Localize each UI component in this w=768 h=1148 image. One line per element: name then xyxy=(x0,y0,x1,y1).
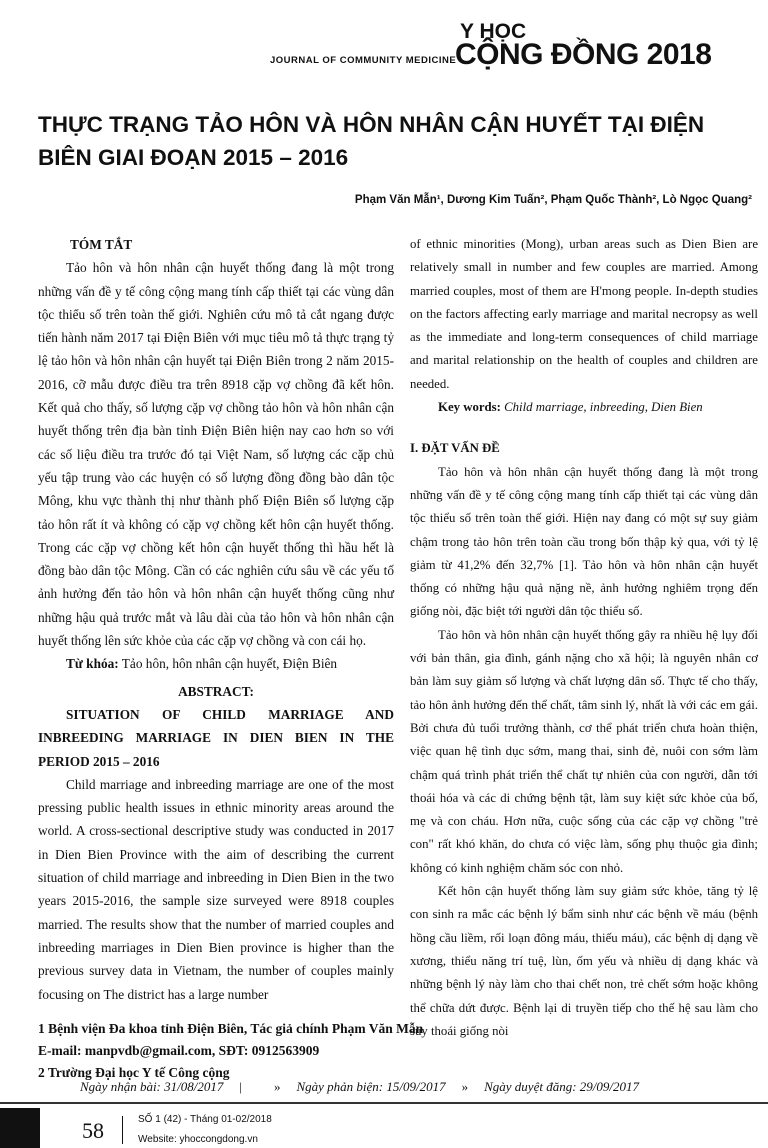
intro-paragraph-2: Tảo hôn và hôn nhân cận huyết thống gây ra nhiều hệ lụy đối với bản thân, gia đình, gánh nặng cho xã hội; là nguyên nhân cơ bản làm suy giảm số lượng và chất lượng dân số. Thực tế cho thấy, tảo hôn ảnh hưởng đến thể chất, tâm sinh lý, nhất là với các em gái. Bởi chưa đủ tuổi trưởng thành, cơ thể phát triển chưa hoàn thiện, việc quan hệ tình dục sớm, mang thai, sinh đẻ, nuôi con sớm làm chậm quá trình phát triển thể chất tự nhiên của con người, dẫn tới thoái hóa và các di chứng bệnh tật, làm suy kiệt sức khỏe của bố, mẹ và con cháu. Hơn nữa, cuộc sống của các cặp vợ chồng "trẻ con" rất khó khăn, do chưa có việc làm, sống phụ thuộc gia đình; không có kinh nghiệm chăm sóc con nhỏ. xyxy=(410,627,758,875)
abstract-text: Child marriage and inbreeding marriage are one of the most pressing public health issues in ethnic minority areas around the world. A cross-sectional descriptive study was conducted in 2017 in Dien Bien Province with the aim of describing the current situation of child marriage and inbreeding in Dien Bien in the two years 2015-2016, the sample size surveyed were 8918 couples married. The results show that the number of married couples and inbreeding marriages in Dien Bien province is higher than the previous survey data in Vietnam, the number of couples mainly focusing on The district has a large number xyxy=(38,776,394,1002)
right-column xyxy=(410,233,758,1043)
date-reviewed: Ngày phản biện: 15/09/2017 xyxy=(296,1079,446,1094)
keywords-vi xyxy=(38,652,394,675)
date-separator-1: | xyxy=(239,1079,242,1094)
keywords-en-text: Child marriage, inbreeding, Dien Bien xyxy=(504,400,703,415)
footer-corner-block xyxy=(0,1108,40,1148)
footnotes xyxy=(38,1018,738,1084)
tomtat-text: Tảo hôn và hôn nhân cận huyết thống đang là một trong những vấn đề y tế công cộng mang tính cấp thiết tại các vùng dân tộc thiểu số trên toàn thế giới. Nghiên cứu mô tả cắt ngang được tiến hành năm 2017 tại Điện Biên với mục tiêu mô tả thực trạng tỷ lệ tảo hôn và hôn nhân cận huyết tại Điện Biên trong 2 năm 2015-2016, cỡ mẫu được điều tra trên 8918 cặp vợ chồng đã kết hôn. Kết quả cho thấy, số lượng cặp vợ chồng tảo hôn và hôn nhân cận huyết thống trên địa bàn tỉnh Điện Biên hiện nay cao hơn so với các số liệu điều tra trước đó tại Việt Nam, số lượng các cặp chủ yếu tập trung vào các huyện có số lượng đồng đồng bào dân tộc Mông, khu vực thành thị như thành phố Điện Biên số lượng cặp tảo hôn rất ít và không có cặp vợ chồng kết hôn cận huyết thống. Trong các cặp vợ chồng kết hôn cận huyết thống thì hầu hết là đồng bào dân tộc Mông. Cần có các nghiên cứu sâu về các yếu tố ảnh hưởng đến tảo hôn và hôn nhân cận huyết thống cũng như những hậu quả trước mắt và lâu dài của tảo hôn và hôn nhân cận huyết thống lên sức khỏe của các cặp vợ chồng và con cái họ. xyxy=(38,260,394,649)
keywords-vi-text: Tảo hôn, hôn nhân cận huyết, Điện Biên xyxy=(121,656,338,672)
footnote-affiliation-1: 1 Bệnh viện Đa khoa tỉnh Điện Biên, Tác giả chính Phạm Văn Mẫn xyxy=(38,1021,424,1036)
journal-brand-top: Y HỌC xyxy=(460,20,527,43)
footer-divider xyxy=(122,1116,123,1144)
article-title: THỰC TRẠNG TẢO HÔN VÀ HÔN NHÂN CẬN HUYẾT TẠI ĐIỆN BIÊN GIAI ĐOẠN 2015 – 2016 xyxy=(38,112,705,170)
issue-info: SỐ 1 (42) - Tháng 01-02/2018 xyxy=(138,1114,272,1125)
keywords-en xyxy=(410,396,758,419)
page-number: 58 xyxy=(82,1118,104,1143)
journal-english-name: JOURNAL OF COMMUNITY MEDICINE xyxy=(270,55,457,66)
section-heading-intro: I. ĐẶT VẤN ĐỀ xyxy=(410,441,500,456)
intro-paragraph-3: Kết hôn cận huyết thống làm suy giảm sức khỏe, tăng tỷ lệ con sinh ra mắc các bệnh lý bẩm sinh như các bệnh về máu (bệnh hồng cầu liềm, rối loạn đông máu, thiếu máu), các bệnh dị dạng về xương, thiểu năng trí tuệ, lùn, ốm yếu và nhiều dị dạng khác và những bệnh lý này làm cho thai chết non, trẻ chết sớm hoặc không thể chữa dứt được. Bệnh lại di truyền tiếp cho thế hệ sau làm cho suy thoái giống nòi xyxy=(410,884,758,1038)
footnote-affiliation-2: 2 Trường Đại học Y tế Công cộng xyxy=(38,1065,230,1080)
keywords-en-label: Key words: xyxy=(438,400,501,415)
author-list: Phạm Văn Mẫn¹, Dương Kim Tuấn², Phạm Quốc Thành², Lò Ngọc Quang² xyxy=(354,194,752,206)
date-separator-3: » xyxy=(461,1079,469,1094)
journal-brand-main: CỘNG ĐỒNG 2018 xyxy=(455,38,712,71)
journal-website: Website: yhoccongdong.vn xyxy=(138,1134,258,1145)
footnote-contact: E-mail: manpvdb@gmail.com, SĐT: 0912563909 xyxy=(38,1043,320,1058)
abstract-continuation: of ethnic minorities (Mong), urban areas such as Dien Bien are relatively small in number and few couples are married. Among married couples, most of them are H'mong people. In-depth studies on the factors affecting early marriage and marital necropsy as well as the immediate and long-term consequences of child marriage and marital relationship on the health of couples and children are needed. xyxy=(410,237,758,391)
date-separator-2: » xyxy=(273,1079,281,1094)
left-column xyxy=(38,233,394,1006)
keywords-vi-label: Từ khóa: xyxy=(66,656,119,672)
abstract-heading: ABSTRACT: xyxy=(178,683,254,699)
abstract-title: SITUATION OF CHILD MARRIAGE AND INBREEDING MARRIAGE IN DIEN BIEN IN THE PERIOD 2015 – 2016 xyxy=(38,706,394,769)
article-dates xyxy=(80,1079,760,1095)
footer-rule xyxy=(0,1102,768,1104)
date-received: Ngày nhận bài: 31/08/2017 xyxy=(80,1079,224,1094)
date-accepted: Ngày duyệt đăng: 29/09/2017 xyxy=(484,1079,640,1094)
intro-paragraph-1: Tảo hôn và hôn nhân cận huyết thống đang là một trong những vấn đề y tế công cộng mang tính cấp thiết tại các vùng dân tộc thiểu số trên toàn thế giới. Hiện nay đang có một sự suy giảm chậm trong tảo hôn trên toàn cầu trong bốn thập kỷ qua, với tỷ lệ giảm từ 41,2% đến 32,7% [1]. Tảo hôn và hôn nhân cận huyết thống có những hậu quả nặng nề, ảnh hưởng nghiêm trọng đến giống nòi, đặc biệt tới người dân tộc thiểu số. xyxy=(410,464,758,619)
tomtat-heading: TÓM TẮT xyxy=(70,237,133,252)
